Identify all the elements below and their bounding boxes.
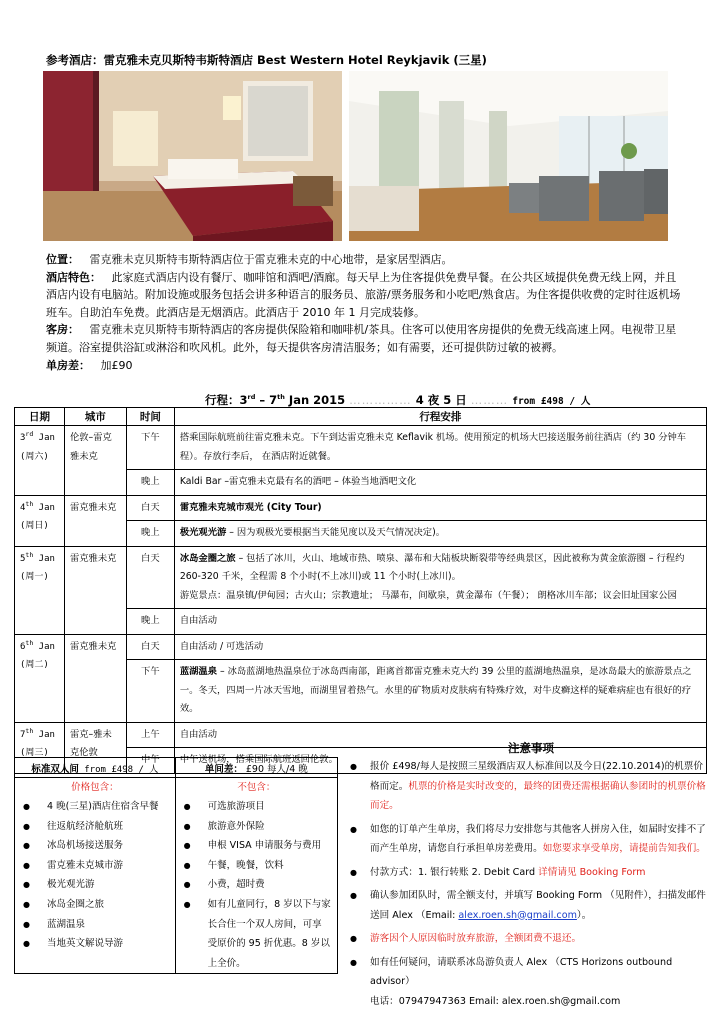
day1-date: 3rd Jan (周六) — [15, 426, 65, 496]
hotel-title-label: 参考酒店： — [46, 53, 104, 67]
day4-activity1: 自由活动 / 可选活动 — [174, 634, 706, 660]
day1-city: 伦敦–雷克雅未克 — [64, 426, 126, 496]
excluded-item: ● 午餐，晚餐，饮料 — [182, 856, 331, 876]
note-price: ● 报价 £498/每人是按照三星级酒店双人标准间以及今日(22.10.2014)的机票价格而定。机票的价格是实时改变的，最终的团费还需根据确认参团时的机票价格而定。 — [350, 761, 706, 811]
excluded-item: ● 旅游意外保险 — [182, 817, 331, 837]
included-item: ● 雷克雅未克城市游 — [21, 856, 169, 876]
contact-line: 电话：07947947363 Email: alex.roen.sh@gmail.com — [370, 995, 621, 1007]
day1-time2: 晚上 — [126, 470, 174, 496]
email-link[interactable]: alex.roen.sh@gmail.com — [458, 909, 577, 921]
hotel-room-photo — [43, 71, 342, 241]
itinerary-header-row — [15, 408, 707, 426]
hotel-dining-photo — [349, 71, 668, 241]
trip-summary: 行程：3rd – 7th Jan 2015 …………… 4 夜 5 日 ……… from £498 / 人 — [205, 393, 591, 407]
day1-time1: 下午 — [126, 426, 174, 470]
day5-time2: 中午 — [126, 748, 174, 774]
excluded-item: ● 申根 VISA 申请服务与费用 — [182, 836, 331, 856]
day5-date: 7th Jan (周三) — [15, 722, 65, 773]
day3-time1: 白天 — [126, 546, 174, 609]
excluded-list — [182, 797, 331, 973]
hotel-location: 位置： 雷克雅未克贝斯特韦斯特酒店位于雷克雅未克的中心地带，是家居型酒店。 — [46, 253, 453, 266]
day2-date: 4th Jan (周日) — [15, 495, 65, 546]
included-item: ● 冰岛金圈之旅 — [21, 895, 169, 915]
price-header-row — [15, 758, 338, 778]
included-item: ● 往返航经济舱航班 — [21, 817, 169, 837]
day2-activity1: 雷克雅未克城市观光 (City Tour) — [174, 495, 706, 521]
price-table — [14, 757, 338, 974]
hotel-title — [46, 52, 487, 68]
price-single-header: 单间差： £90 每人/4 晚 — [175, 758, 337, 778]
day3-activity2: 自由活动 — [174, 609, 706, 635]
hotel-title-name: 雷克雅未克贝斯特韦斯特酒店 — [103, 53, 253, 67]
hotel-info — [46, 251, 684, 374]
day2-city: 雷克雅未克 — [64, 495, 126, 546]
notes-list — [350, 757, 712, 1011]
day5-city: 雷克–雅未克伦敦 — [64, 722, 126, 773]
header-city: 城市 — [64, 408, 126, 426]
day2-time2: 晚上 — [126, 521, 174, 547]
included-item: ● 蓝湖温泉 — [21, 915, 169, 935]
day5-activity2: 中午送机场，搭乘国际航班返回伦敦。 — [174, 748, 706, 774]
header-time: 时间 — [126, 408, 174, 426]
table-row — [15, 722, 707, 748]
excluded-item: ● 可选旅游项目 — [182, 797, 331, 817]
day2-time1: 白天 — [126, 495, 174, 521]
included-item: ● 当地英文解说导游 — [21, 934, 169, 954]
day3-time2: 晚上 — [126, 609, 174, 635]
day1-activity1: 搭乘国际航班前往雷克雅未克。下午到达雷克雅未克 Keflavik 机场。使用预定的机场大巴接送服务前往酒店（约 30 分钟车程）。存放行李后， 在酒店附近就餐。 — [174, 426, 706, 470]
included-label: 价格包含： — [71, 782, 119, 793]
note-payment: ● 付款方式：1. 银行转账 2. Debit Card 详情请见 Booking Form — [350, 866, 646, 878]
day4-time1: 白天 — [126, 634, 174, 660]
excluded-item: ● 小费，超时费 — [182, 875, 331, 895]
day4-time2: 下午 — [126, 660, 174, 723]
note-contact-intro: ● 如有任何疑问，请联系冰岛游负责人 Alex （CTS Horizons outbound advisor） — [350, 956, 673, 987]
day5-time1: 上午 — [126, 722, 174, 748]
day3-city: 雷克雅未克 — [64, 546, 126, 634]
excluded-item: ● 如有儿童同行，8 岁以下与家长合住一个双人房间，可享受原价的 95 折优惠。8 岁以上全价。 — [182, 895, 331, 973]
price-standard-header: 标准双人间 from £498 / 人 — [15, 758, 176, 778]
day4-activity2: 蓝湖温泉 – 冰岛蓝湖地热温泉位于冰岛西南部，距离首都雷克雅未克大约 39 公里的蓝湖地热温泉，是冰岛最大的旅游景点之一。冬天，四周一片冰天雪地，而湖里冒着热气。水里的矿物质对皮肤病有特殊疗效，对牛皮癣这样的疑难病症也有很好的疗效。 — [174, 660, 706, 723]
day4-date: 6th Jan (周二) — [15, 634, 65, 722]
hotel-supplement: 单房差： 加£90 — [46, 358, 133, 372]
day2-activity2: 极光观光游 – 因为观极光要根据当天能见度以及天气情况决定)。 — [174, 521, 706, 547]
day3-activity1: 冰岛金圈之旅 – 包括了冰川，火山、地域市热、喷泉、瀑布和大陆板块断裂带等经典景区，因此被称为黄金旅游圈 – 行程约 260-320 千米，全程需 8 个小时(不上冰川)或 11 个小时(上冰川)。 游览景点：温泉镇/伊甸园；古火山；宗教遗址； 马瀑布，间歇泉，黄金瀑布（午餐）； 朗格冰川车部；议会旧址国家公园 — [174, 546, 706, 609]
price-body-row — [15, 778, 338, 974]
hotel-title-en: Best Western Hotel Reykjavik (三星) — [257, 53, 487, 67]
note-single-room: ● 如您的订单产生单房，我们将尽力安排您与其他客人拼房入住，如届时安排不了而产生单房，请您自行承担单房差费用。如您要求享受单房，请提前告知我们。 — [350, 823, 706, 854]
notes-title: 注意事项 — [508, 741, 554, 755]
table-row — [15, 426, 707, 470]
header-plan: 行程安排 — [174, 408, 706, 426]
included-column — [15, 778, 176, 974]
note-refund: ● 游客因个人原因临时放弃旅游，全额团费不退还。 — [350, 933, 582, 944]
included-item: ● 极光观光游 — [21, 875, 169, 895]
included-item: ● 冰岛机场接送服务 — [21, 836, 169, 856]
hotel-features: 酒店特色： 此家庭式酒店内设有餐厅、咖啡馆和酒吧/酒廊。每天早上为住客提供免费早餐。在公共区域提供免费无线上网，并且酒店内设有电脑站。附加设施或服务包括会讲多种语言的服务员、旅游/票务服务和小吃吧/熟食店。为住客提供收费的定时往返机场班车。自助泊车免费。此酒店是无烟酒店。此酒店于 2010 年 1 月完成装修。 — [46, 270, 681, 319]
itinerary-table — [14, 407, 707, 774]
included-item: ● 4 晚(三星)酒店住宿含早餐 — [21, 797, 169, 817]
day5-activity1: 自由活动 — [174, 722, 706, 748]
excluded-column — [175, 778, 337, 974]
table-row — [15, 495, 707, 521]
table-row — [15, 634, 707, 660]
note-booking: ● 确认参加团队时，需全额支付，并填写 Booking Form （见附件），扫描发邮件送回 Alex （Email: alex.roen.sh@gmail.com）。 — [350, 890, 706, 921]
day1-activity2: Kaldi Bar –雷克雅未克最有名的酒吧 – 体验当地酒吧文化 — [174, 470, 706, 496]
day3-date: 5th Jan (周一) — [15, 546, 65, 634]
table-row — [15, 546, 707, 609]
excluded-label: 不包含： — [237, 782, 276, 793]
header-date: 日期 — [15, 408, 65, 426]
included-list — [21, 797, 169, 954]
day4-city: 雷克雅未克 — [64, 634, 126, 722]
hotel-rooms: 客房： 雷克雅未克贝斯特韦斯特酒店的客房提供保险箱和咖啡机/茶具。住客可以使用客房提供的免费无线高速上网。电视带卫星频道。浴室提供浴缸或淋浴和吹风机。此外，每天提供客房清洁服务；如有需要，还可提供防过敏的被褥。 — [46, 323, 677, 354]
